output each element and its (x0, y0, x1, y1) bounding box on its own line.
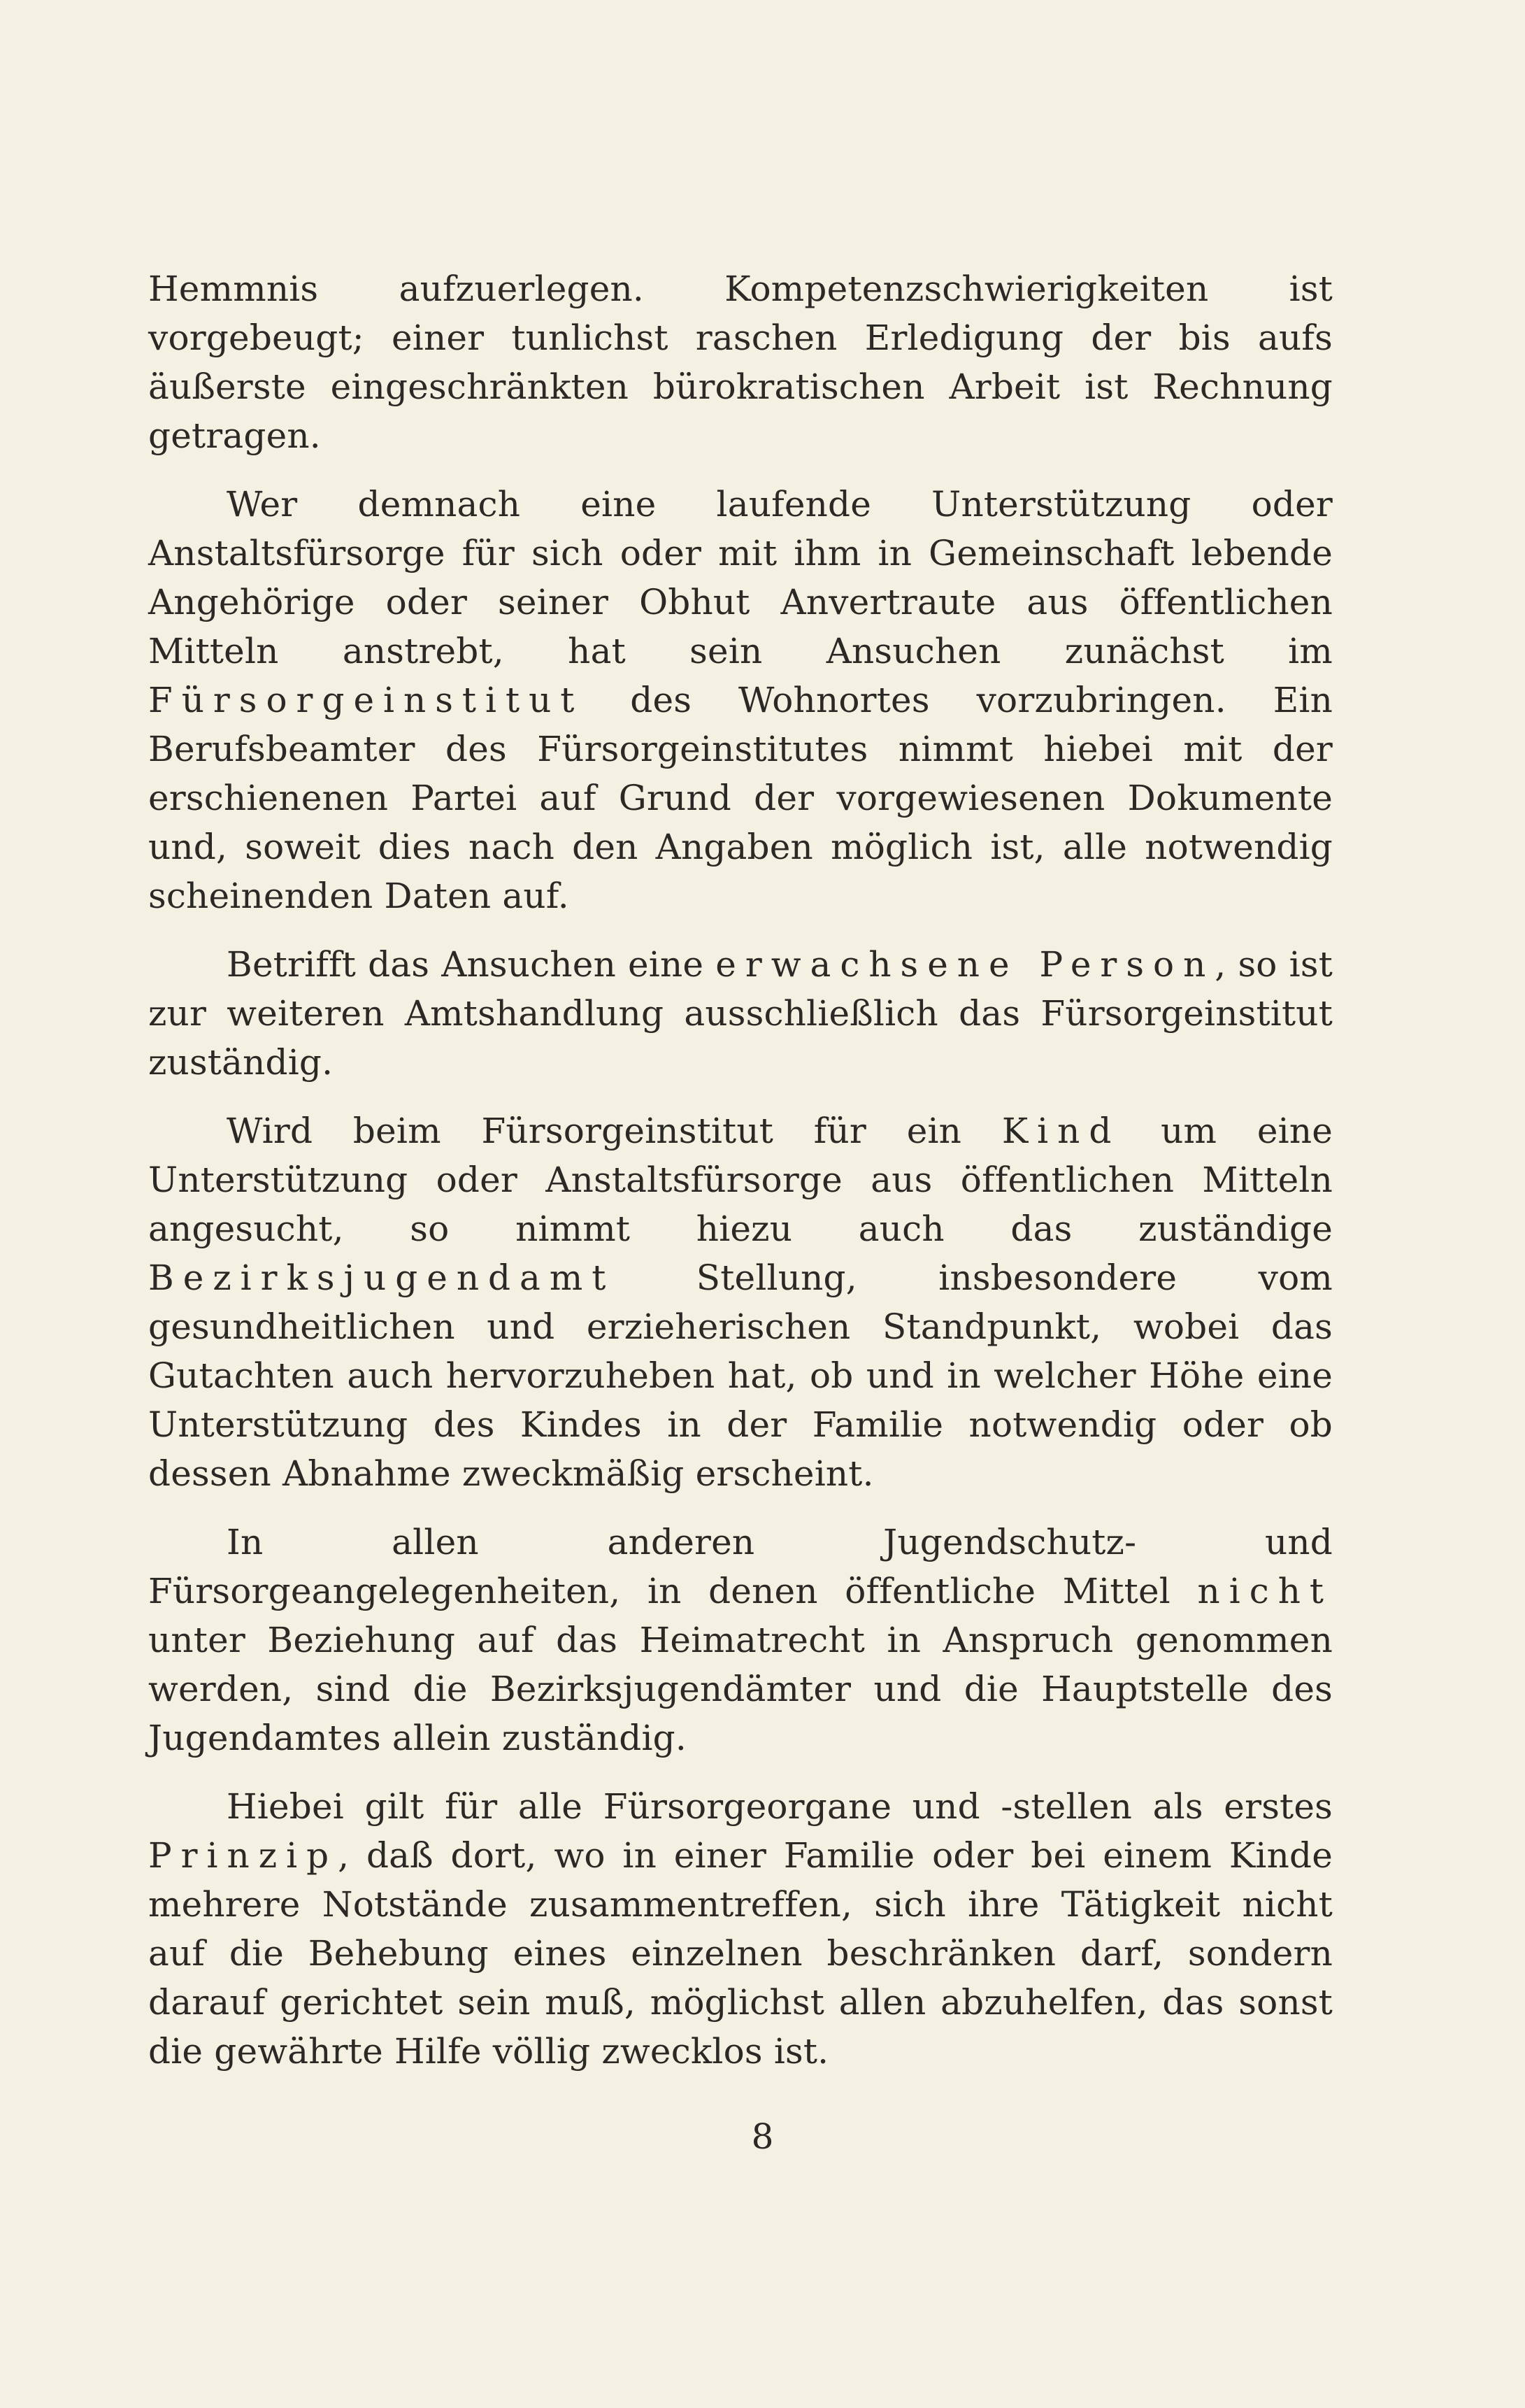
text-run: des Wohnortes vorzubringen. Ein Berufsbeamter des Fürsorgeinstitutes nimmt hiebei mit der erschienenen Partei auf Grund der vorgewiesenen Dokumente und, soweit dies nach den Angaben möglich ist, alle notwendig scheinenden Daten auf. (148, 680, 1333, 916)
emphasis-spaced: Bezirksjugendamt (148, 1258, 615, 1298)
text-run: um eine Unterstützung oder Anstaltsfürsorge aus öffentlichen Mitteln angesucht, so nimmt hiezu auch das zuständige (148, 1111, 1333, 1249)
paragraph-1 (148, 264, 1333, 460)
paragraph-3 (148, 940, 1333, 1087)
text-run: unter Beziehung auf das Heimatrecht in Anspruch genommen werden, sind die Bezirksjugendämter und die Hauptstelle des Jugendamtes allein zuständig. (148, 1620, 1333, 1758)
text-run: Wird beim Fürsorgeinstitut für ein (227, 1111, 1002, 1151)
text-run: Hemmnis aufzuerlegen. Kompetenzschwierigkeiten ist vorgebeugt; einer tunlichst raschen Erledigung der bis aufs äußerste eingeschränkten bürokratischen Arbeit ist Rechnung getragen. (148, 269, 1333, 456)
emphasis-spaced: erwachsene Person (715, 944, 1215, 985)
text-run: , daß dort, wo in einer Familie oder bei einem Kinde mehrere Notstände zusammentreffen, sich ihre Tätigkeit nicht auf die Behebung eines einzelnen beschränken darf, sondern darauf gerichtet sein muß, möglichst allen abzuhelfen, das sonst die gewährte Hilfe völlig zwecklos ist. (148, 1835, 1333, 2072)
emphasis-spaced: Kind (1001, 1111, 1121, 1151)
paragraph-4 (148, 1106, 1333, 1498)
text-run: In allen anderen Jugendschutz- und Fürsorgeangelegenheiten, in denen öffentliche Mittel (148, 1522, 1333, 1611)
paragraph-2 (148, 480, 1333, 920)
paragraph-6 (148, 1782, 1333, 2076)
text-run: , so ist zur weiteren Amtshandlung ausschließlich das Fürsorgeinstitut zuständig. (148, 944, 1333, 1083)
text-run: Stellung, insbesondere vom gesundheitlichen und erzieherischen Standpunkt, wobei das Gutachten auch hervorzuheben hat, ob und in welcher Höhe eine Unterstützung des Kindes in der Familie notwendig oder ob dessen Abnahme zweckmäßig erscheint. (148, 1258, 1333, 1494)
text-run: Hiebei gilt für alle Fürsorgeorgane und -stellen als erstes (227, 1786, 1333, 1827)
text-run: Wer demnach eine laufende Unterstützung oder Anstaltsfürsorge für sich oder mit ihm in Gemeinschaft lebende Angehörige oder seiner Obhut Anvertraute aus öffentlichen Mitteln anstrebt, hat sein Ansuchen zunächst im (148, 484, 1333, 671)
emphasis-spaced: Fürsorgeinstitut (148, 680, 584, 720)
page-number: 8 (751, 2116, 774, 2157)
emphasis-spaced: nicht (1197, 1571, 1333, 1611)
emphasis-spaced: Prinzip (148, 1835, 338, 1876)
body-text (148, 264, 1333, 2095)
text-run: Betrifft das Ansuchen eine (227, 944, 716, 985)
paragraph-5 (148, 1518, 1333, 1762)
